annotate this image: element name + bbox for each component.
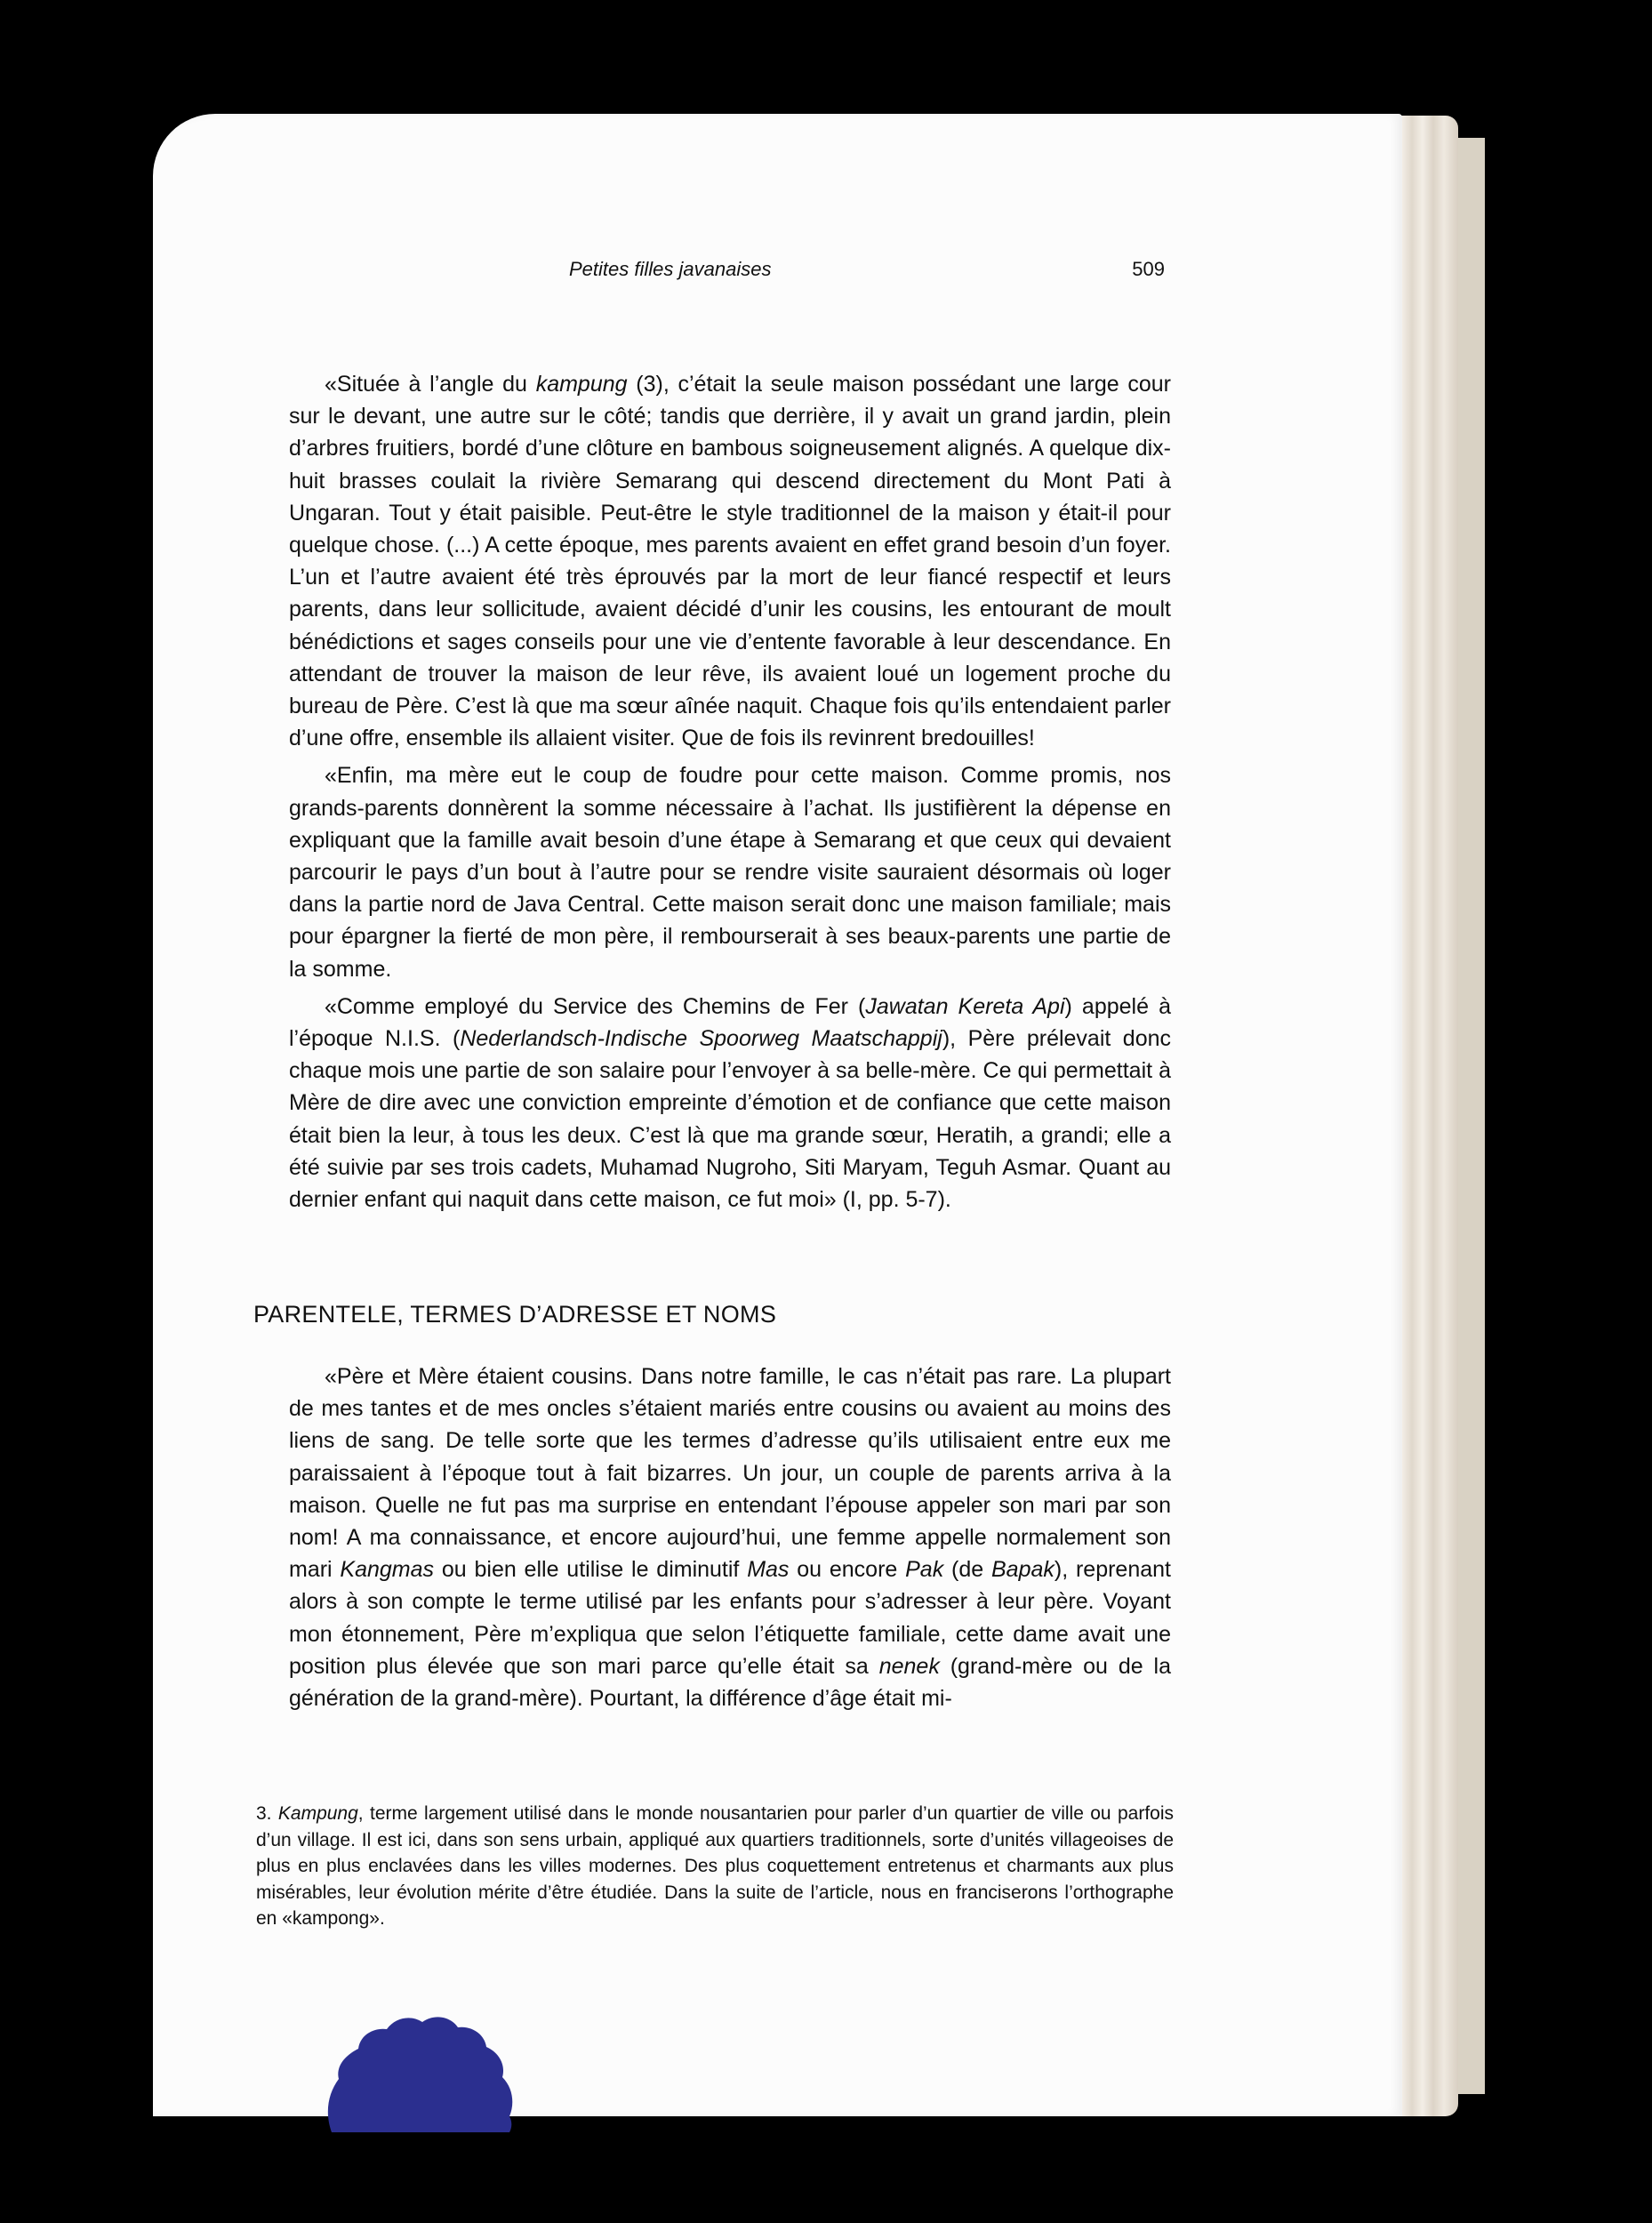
- body-text: [289, 368, 1171, 1216]
- italic-term: Pak: [905, 1557, 944, 1583]
- paragraph: «Père et Mère étaient cousins. Dans notre famille, le cas n’était pas rare. La plupart de mes tantes et de mes oncles s’étaient mariés entre cousins ou avaient au moins des liens de sang. De telle sorte que les termes d’adresse qu’ils utilisaient entre eux me paraissaient à l’époque tout à fait bizarres. Un jour, un couple de parents arriva à la maison. Quelle ne fut pas ma surprise en entendant l’épouse appeler son mari par son nom! A ma connaissance, et encore aujourd’hui, une femme appelle normalement son mari Kangmas ou bien elle utilise le diminutif Mas ou encore Pak (de Bapak), reprenant alors à son compte le terme utilisé par les enfants pour s’adresser à leur père. Voyant mon étonnement, Père m’expliqua que selon l’étiquette familiale, cette dame avait une position plus élevée que son mari parce qu’elle était sa nenek (grand-mère ou de la génération de la grand-mère). Pourtant, la différence d’âge était mi-: [289, 1364, 1172, 1712]
- paragraph: «Située à l’angle du kampung (3), c’était la seule maison possédant une large cour sur le devant, une autre sur le côté; tandis que derrière, il y avait un grand jardin, plein d’arbres fruitiers, bordé d’une clôture en bambous soigneusement alignés. A quelque dix-huit brasses coulait la rivière Semarang qui descend directement du Mont Pati à Ungaran. Tout y était paisible. Peut-être le style traditionnel de la maison y était-il pour quelque chose. (...) A cette époque, mes parents avaient en effet grand besoin d’un foyer. L’un et l’autre avaient été très éprouvés par la mort de leur fiancé respectif et leurs parents, dans leur sollicitude, avaient décidé d’unir les cousins, les entourant de moult bénédictions et sages conseils pour une vie d’entente favorable à leur descendance. En attendant de trouver la maison de leur rêve, ils avaient loué un logement proche du bureau de Père. C’est là que ma sœur aînée naquit. Chaque fois qu’ils entendaient parler d’une offre, ensemble ils allaient visiter. Que de fois ils revinrent bredouilles!: [289, 372, 1171, 751]
- running-title: Petites filles javanaises: [569, 258, 772, 280]
- page-number: 509: [1132, 258, 1165, 280]
- body-text-continued: [289, 1360, 1171, 1714]
- italic-term: Jawatan Kereta Api: [865, 993, 1065, 1019]
- italic-term: Nederlandsch-Indische Spoorweg Maatschappij: [460, 1026, 942, 1052]
- italic-term: Kampung: [277, 1803, 358, 1824]
- paragraph: «Comme employé du Service des Chemins de Fer (Jawatan Kereta Api) appelé à l’époque N.I.S. (Nederlandsch-Indische Spoorweg Maatschappij), Père prélevait donc chaque mois une partie de son salaire pour l’envoyer à sa belle-mère. Ce qui permettait à Mère de dire avec une conviction empreinte d’émotion et de confiance que cette maison était bien la leur, à tous les deux. C’est là que ma grande sœur, Heratih, a grandi; elle a été suivie par ses trois cadets, Muhamad Nugroho, Siti Maryam, Teguh Asmar. Quant au dernier enfant qui naquit dans cette maison, ce fut moi» (I, pp. 5-7).: [289, 993, 1172, 1213]
- italic-term: Bapak: [990, 1557, 1055, 1583]
- italic-term: nenek: [878, 1653, 940, 1679]
- italic-term: kampung: [535, 372, 628, 397]
- italic-term: Kangmas: [340, 1557, 435, 1583]
- ink-stain-icon: [316, 2008, 529, 2132]
- italic-term: Mas: [747, 1557, 790, 1583]
- section-heading: PARENTELE, TERMES D’ADRESSE ET NOMS: [253, 1301, 777, 1328]
- footnote: 3. Kampung, terme largement utilisé dans le monde nousantarien pour parler d’un quartier de ville ou parfois d’un village. Il est ici, dans son sens urbain, appliqué aux quartiers traditionnels, sorte d’unités villageoises de plus en plus enclavées dans les villes modernes. Des plus coquettement entretenus et charmants aux plus misérables, leur évolution mérite d’être étudiée. Dans la suite de l’article, nous en franciserons l’orthographe en «kampong».: [256, 1803, 1174, 1929]
- paragraph: «Enfin, ma mère eut le coup de foudre pour cette maison. Comme promis, nos grands-parents donnèrent la somme nécessaire à l’achat. Ils justifièrent la dépense en expliquant que la famille avait besoin d’une étape à Semarang et que ceux qui devaient parcourir le pays d’un bout à l’autre pour se rendre visite sauraient désormais où loger dans la partie nord de Java Central. Cette maison serait donc une maison familiale; mais pour épargner la fierté de mon père, il rembourserait à ses beaux-parents une partie de la somme.: [289, 763, 1171, 982]
